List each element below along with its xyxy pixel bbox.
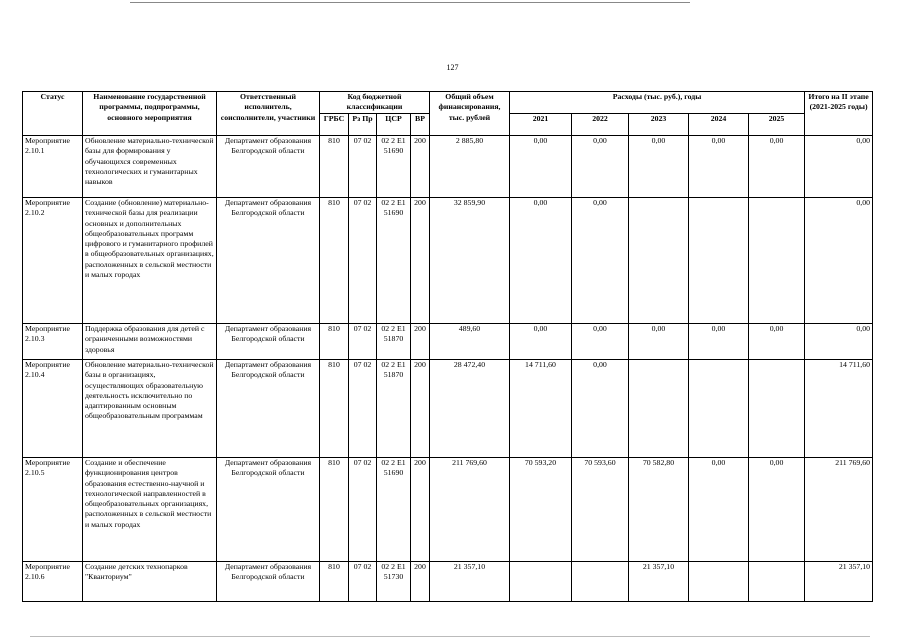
financing-table xyxy=(22,91,873,602)
header-status: Статус xyxy=(23,92,83,136)
row-2024 xyxy=(689,360,749,458)
row-2025: 0,00 xyxy=(749,324,805,360)
row-2022: 0,00 xyxy=(572,324,629,360)
row-rz: 07 02 xyxy=(349,360,377,458)
row-executor: Департамент образования Белгородской области xyxy=(217,198,320,324)
row-name: Создание и обеспечение функционирования центров образования естественно-научной и технологической направленностей в общеобразовательных организациях, расположенных в сельской местности и малых городах xyxy=(83,458,217,562)
row-2022: 0,00 xyxy=(572,198,629,324)
row-result: 14 711,60 xyxy=(805,360,873,458)
row-2023: 0,00 xyxy=(629,136,689,198)
row-result: 211 769,60 xyxy=(805,458,873,562)
row-vr: 200 xyxy=(411,458,430,562)
row-executor: Департамент образования Белгородской области xyxy=(217,458,320,562)
header-grbs: ГРБС xyxy=(320,114,349,136)
row-2021: 0,00 xyxy=(510,136,572,198)
row-rz: 07 02 xyxy=(349,198,377,324)
row-2021 xyxy=(510,562,572,602)
row-total: 2 885,80 xyxy=(430,136,510,198)
row-2024: 0,00 xyxy=(689,324,749,360)
header-budget-code: Код бюджетной классификации xyxy=(320,92,430,114)
row-rz: 07 02 xyxy=(349,458,377,562)
row-vr: 200 xyxy=(411,324,430,360)
row-vr: 200 xyxy=(411,562,430,602)
table-row xyxy=(23,562,873,602)
row-csr: 02 2 E1 51870 xyxy=(377,360,411,458)
row-status: Мероприятие 2.10.4 xyxy=(23,360,83,458)
header-expenses: Расходы (тыс. руб.), годы xyxy=(510,92,805,114)
row-executor: Департамент образования Белгородской области xyxy=(217,562,320,602)
row-name: Обновление материально-технической базы для формирования у обучающихся современных технологических и гуманитарных навыков xyxy=(83,136,217,198)
row-2023 xyxy=(629,198,689,324)
row-status: Мероприятие 2.10.5 xyxy=(23,458,83,562)
row-status: Мероприятие 2.10.2 xyxy=(23,198,83,324)
row-2021: 0,00 xyxy=(510,324,572,360)
row-result: 0,00 xyxy=(805,198,873,324)
row-total: 21 357,10 xyxy=(430,562,510,602)
row-name: Обновление материально-технической базы в организациях, осуществляющих образовательную деятельность исключительно по адаптированным основным общеобразовательным программам xyxy=(83,360,217,458)
row-grbs: 810 xyxy=(320,458,349,562)
row-grbs: 810 xyxy=(320,136,349,198)
row-csr: 02 2 E1 51690 xyxy=(377,198,411,324)
row-result: 0,00 xyxy=(805,136,873,198)
row-grbs: 810 xyxy=(320,198,349,324)
header-year-2023: 2023 xyxy=(629,114,689,136)
header-year-2024: 2024 xyxy=(689,114,749,136)
header-year-2021: 2021 xyxy=(510,114,572,136)
row-rz: 07 02 xyxy=(349,324,377,360)
row-result: 0,00 xyxy=(805,324,873,360)
row-status: Мероприятие 2.10.1 xyxy=(23,136,83,198)
row-2023: 21 357,10 xyxy=(629,562,689,602)
table-row xyxy=(23,324,873,360)
row-vr: 200 xyxy=(411,198,430,324)
row-2023: 0,00 xyxy=(629,324,689,360)
header-total: Общий объем финансирования, тыс. рублей xyxy=(430,92,510,136)
row-rz: 07 02 xyxy=(349,562,377,602)
header-result: Итого на II этапе (2021-2025 годы) xyxy=(805,92,873,136)
row-2025: 0,00 xyxy=(749,136,805,198)
row-grbs: 810 xyxy=(320,562,349,602)
row-2025: 0,00 xyxy=(749,458,805,562)
header-year-2025: 2025 xyxy=(749,114,805,136)
row-2025 xyxy=(749,562,805,602)
row-2022: 70 593,60 xyxy=(572,458,629,562)
page-number: 127 xyxy=(446,63,459,72)
row-name: Создание (обновление) материально-технической базы для реализации основных и дополнительных общеобразовательных программ цифрового и гуманитарного профилей в общеобразовательных организациях, расположенных в сельской местности и малых городах xyxy=(83,198,217,324)
row-2022: 0,00 xyxy=(572,136,629,198)
row-total: 489,60 xyxy=(430,324,510,360)
header-csr: ЦСР xyxy=(377,114,411,136)
table-row xyxy=(23,136,873,198)
scan-edge-bottom xyxy=(30,636,870,637)
row-status: Мероприятие 2.10.3 xyxy=(23,324,83,360)
header-name: Наименование государственной программы, подпрограммы, основного мероприятия xyxy=(83,92,217,136)
row-vr: 200 xyxy=(411,136,430,198)
row-2023 xyxy=(629,360,689,458)
row-total: 32 859,90 xyxy=(430,198,510,324)
row-csr: 02 2 E1 51690 xyxy=(377,136,411,198)
row-executor: Департамент образования Белгородской области xyxy=(217,360,320,458)
row-rz: 07 02 xyxy=(349,136,377,198)
row-2022: 0,00 xyxy=(572,360,629,458)
row-executor: Департамент образования Белгородской области xyxy=(217,324,320,360)
header-rz-pr: Рз Пр xyxy=(349,114,377,136)
row-status: Мероприятие 2.10.6 xyxy=(23,562,83,602)
header-executor: Ответственный исполнитель, соисполнители, участники xyxy=(217,92,320,136)
row-executor: Департамент образования Белгородской области xyxy=(217,136,320,198)
scan-edge-top xyxy=(130,2,690,3)
row-csr: 02 2 E1 51870 xyxy=(377,324,411,360)
row-csr: 02 2 E1 51730 xyxy=(377,562,411,602)
header-vr: ВР xyxy=(411,114,430,136)
row-total: 211 769,60 xyxy=(430,458,510,562)
row-name: Создание детских технопарков "Кванториум" xyxy=(83,562,217,602)
row-2024 xyxy=(689,198,749,324)
row-2022 xyxy=(572,562,629,602)
row-2025 xyxy=(749,360,805,458)
row-grbs: 810 xyxy=(320,324,349,360)
row-2024 xyxy=(689,562,749,602)
row-vr: 200 xyxy=(411,360,430,458)
row-2021: 0,00 xyxy=(510,198,572,324)
row-csr: 02 2 E1 51690 xyxy=(377,458,411,562)
table-row xyxy=(23,198,873,324)
header-year-2022: 2022 xyxy=(572,114,629,136)
row-2023: 70 582,80 xyxy=(629,458,689,562)
row-result: 21 357,10 xyxy=(805,562,873,602)
row-total: 28 472,40 xyxy=(430,360,510,458)
row-2021: 70 593,20 xyxy=(510,458,572,562)
row-2021: 14 711,60 xyxy=(510,360,572,458)
row-2024: 0,00 xyxy=(689,458,749,562)
table-row xyxy=(23,458,873,562)
row-name: Поддержка образования для детей с ограниченными возможностями здоровья xyxy=(83,324,217,360)
row-grbs: 810 xyxy=(320,360,349,458)
row-2025 xyxy=(749,198,805,324)
table-row xyxy=(23,360,873,458)
row-2024: 0,00 xyxy=(689,136,749,198)
